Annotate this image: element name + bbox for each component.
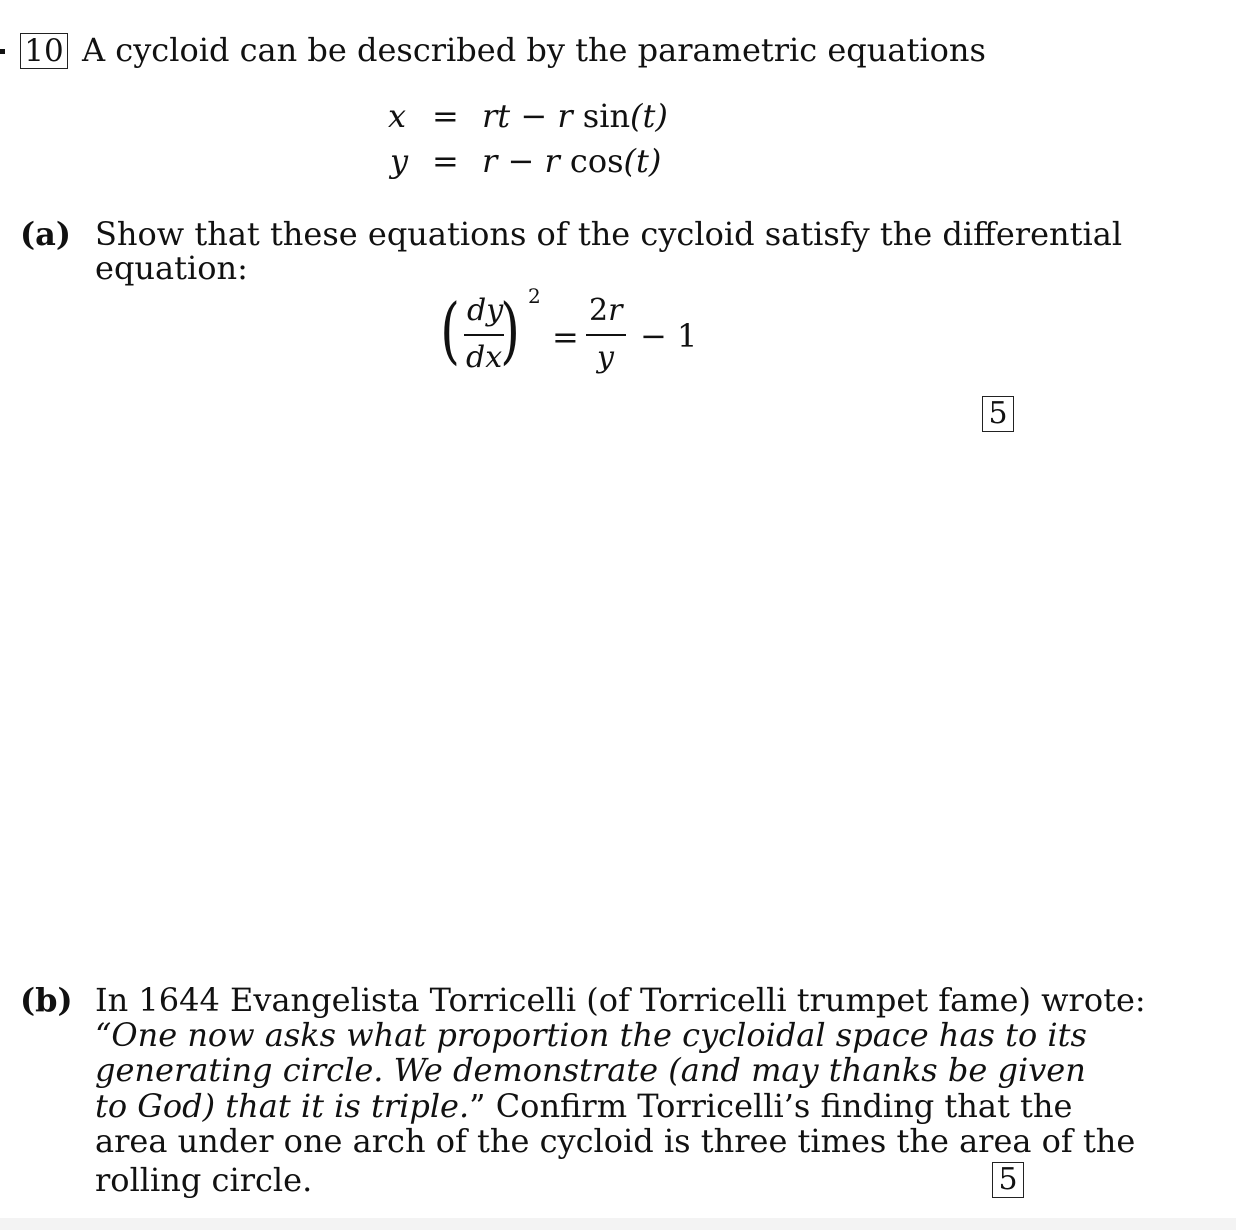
eq-y-equals: = [432,142,459,180]
part-a-line1: Show that these equations of the cycloid satisfy the differential [95,215,1123,253]
part-b-label: (b) [20,981,73,1019]
deq-power: 2 [528,284,541,308]
part-b-marks: 5 [992,1162,1024,1198]
deq-rhs-tail: − 1 [640,317,698,355]
part-a-label: (a) [20,215,72,253]
part-b-line5: area under one arch of the cycloid is three times the area of the [95,1122,1136,1160]
part-b-line3: generating circle. We demonstrate (and may thanks be given [95,1051,1086,1089]
part-a-marks: 5 [982,396,1014,432]
deq-lhs-fraction-bar [464,334,504,336]
eq-y-lhs: y [390,142,409,180]
question-intro: A cycloid can be described by the parametric equations [82,31,986,69]
question-number: 10 [20,33,68,69]
deq-lhs-den: dx [466,340,503,375]
part-b-line6: rolling circle. [95,1161,313,1199]
eq-y-rhs: r − r cos(t) [482,142,662,180]
deq-equals: = [552,318,579,356]
part-b-line2: “One now asks what proportion the cycloidal space has to its [95,1016,1087,1054]
bullet-dot [0,49,5,54]
deq-rhs-fraction-bar [586,334,626,336]
left-paren: ( [440,288,460,372]
deq-rhs-den: y [597,340,614,375]
eq-x-rhs: rt − r sin(t) [482,97,668,135]
eq-x-equals: = [432,97,459,135]
deq-lhs-num: dy [467,293,504,328]
right-paren: ) [500,288,520,372]
page-bottom-edge [0,1218,1236,1230]
part-b-line1: In 1644 Evangelista Torricelli (of Torricelli trumpet fame) wrote: [95,981,1146,1019]
part-a-line2: equation: [95,249,248,287]
deq-rhs-num: 2r [589,293,623,328]
eq-x-lhs: x [388,97,407,135]
part-b-line4: to God) that it is triple.” Confirm Torricelli’s finding that the [95,1087,1073,1125]
